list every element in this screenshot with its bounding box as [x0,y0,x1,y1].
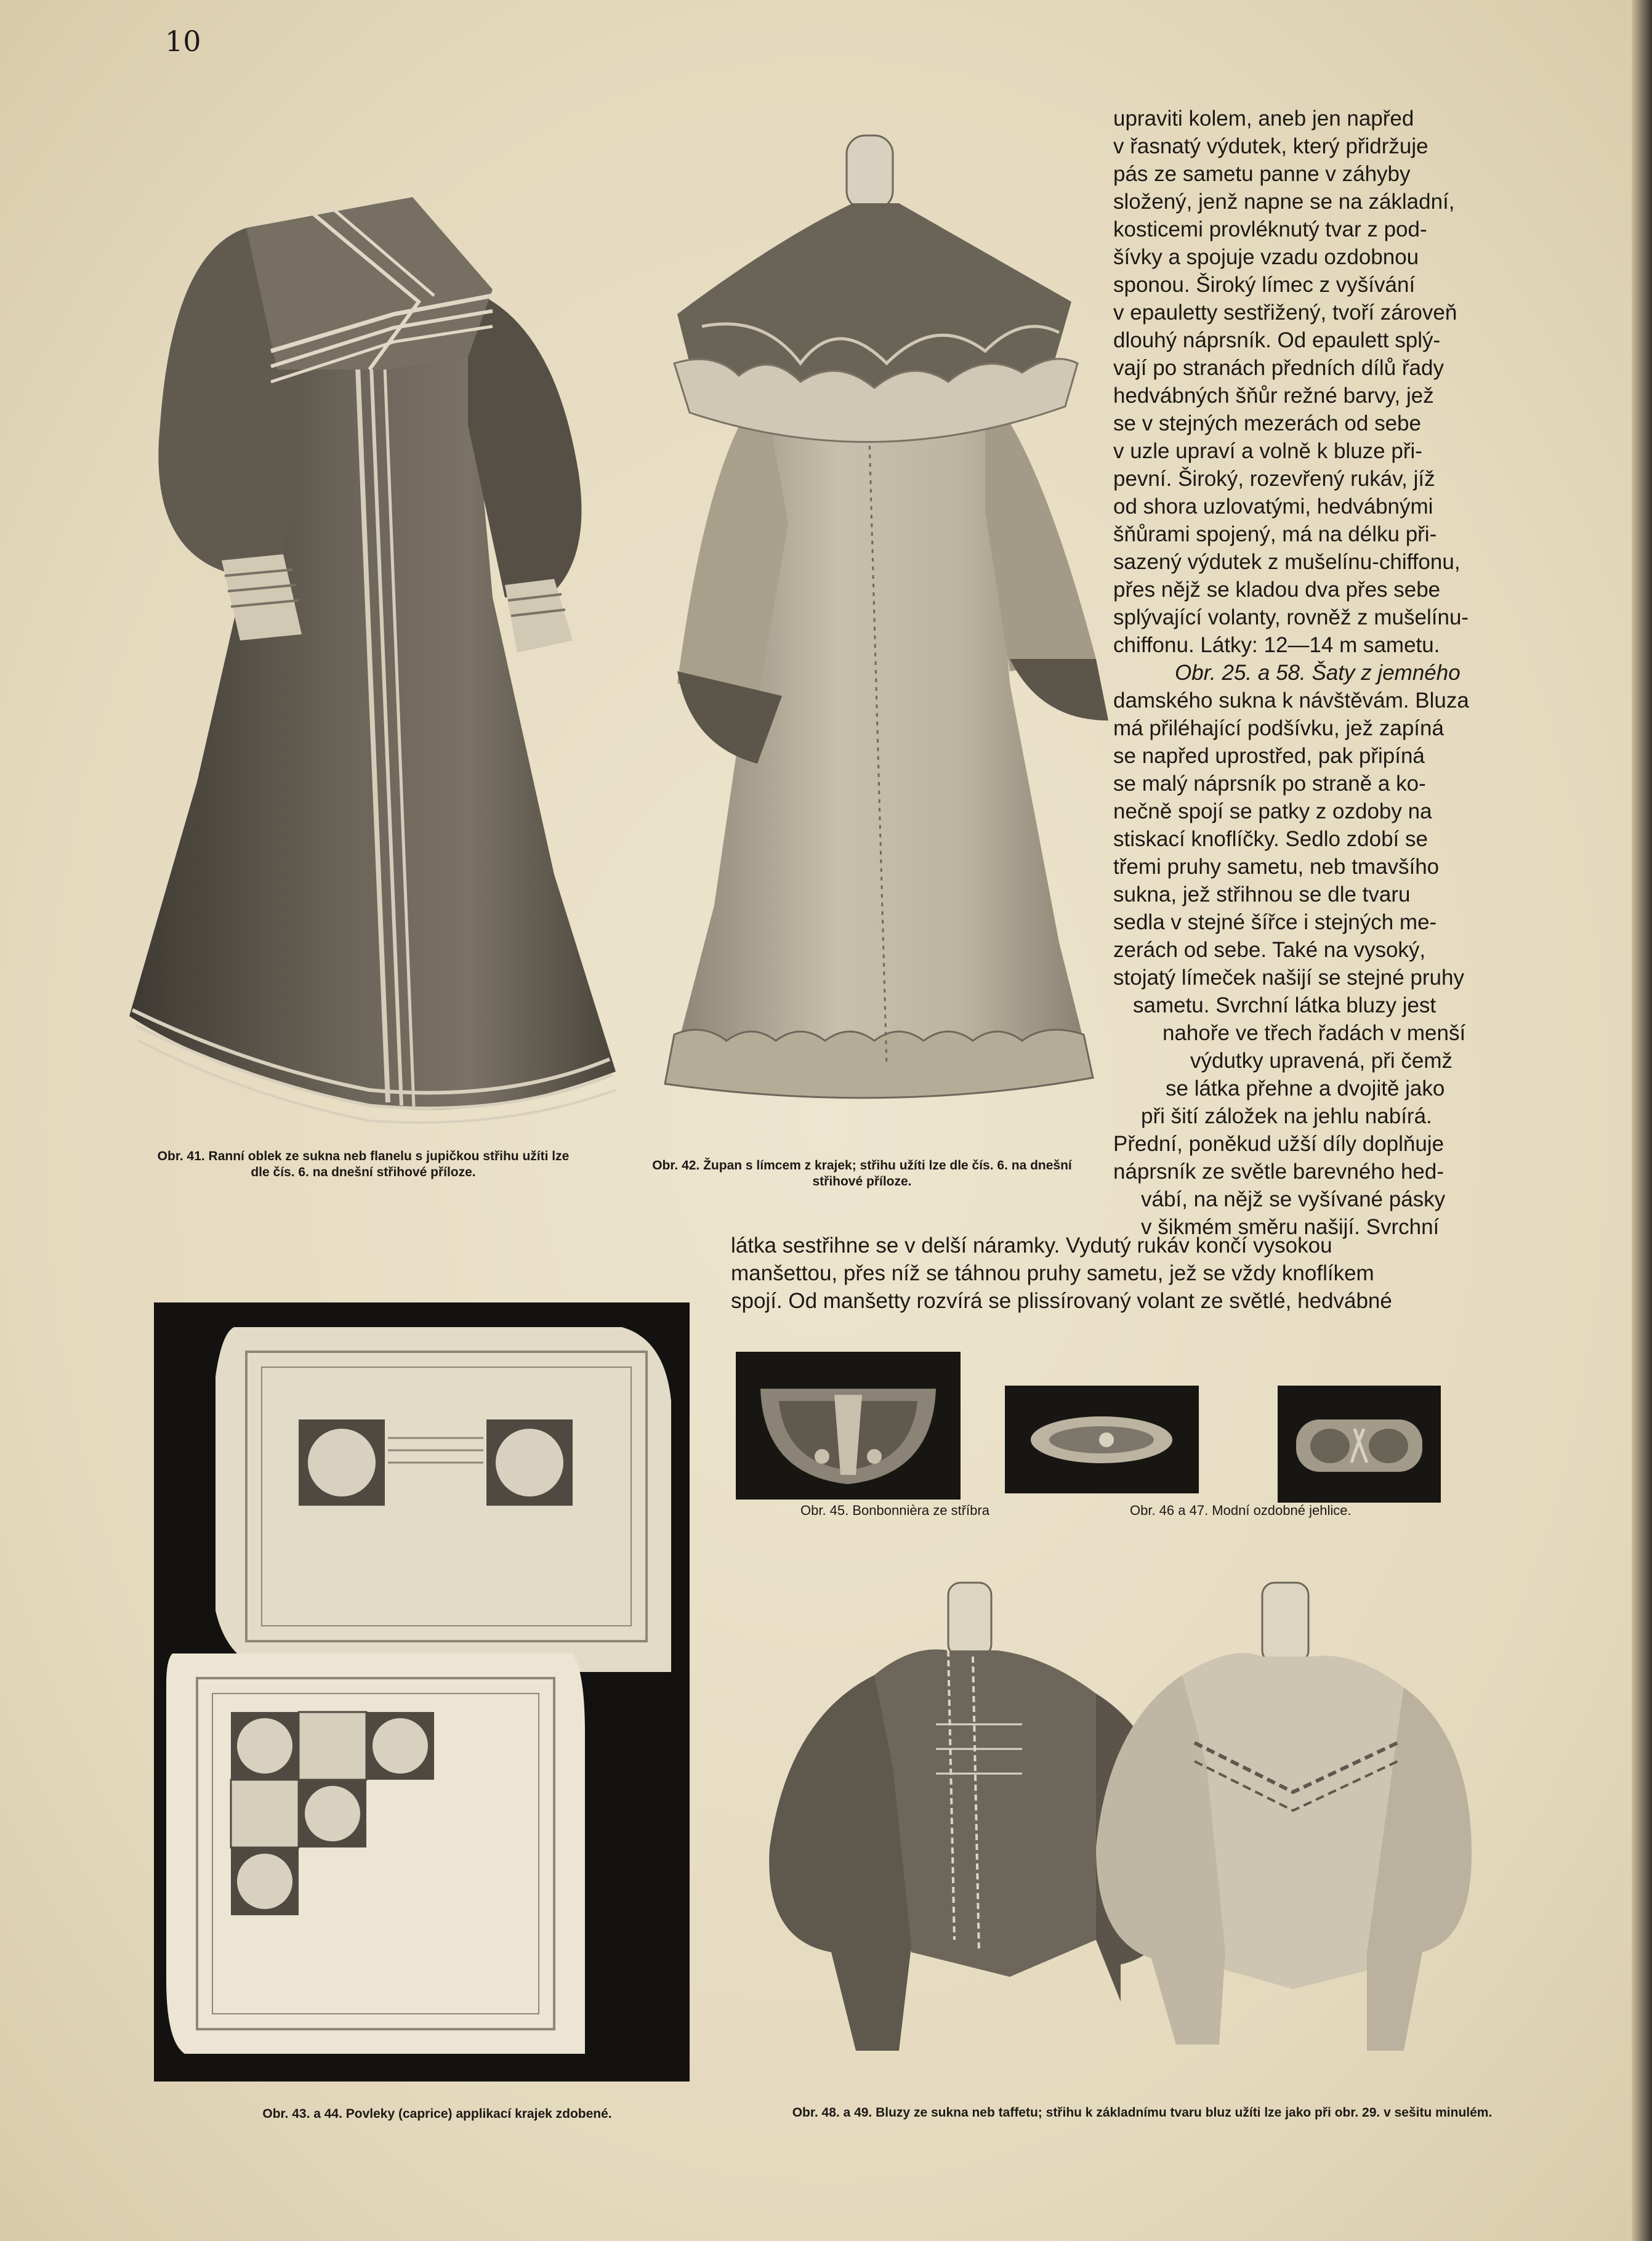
text-line: složený, jenž napne se na základní, [1113,190,1455,214]
text-line: třemi pruhy sametu, neb tmavšího [1113,855,1440,879]
article-text-column [1113,105,1512,1241]
text-line: šňůrami spojený, má na délku při- [1113,522,1437,546]
text-line: pás ze sametu panne v záhyby [1113,162,1411,186]
text-line: chiffonu. Látky: 12—14 m sametu. [1113,633,1440,657]
text-line: zerách od sebe. Také na vysoký, [1113,938,1426,962]
text-line: splývající volanty, rovněž z mušelínu- [1113,605,1469,629]
figure-43-44-pillow-covers [154,1302,690,2082]
text-line: vábí, na nějž se vyšívané pásky [1141,1187,1446,1211]
figure-41-morning-dress [123,166,634,1145]
text-line: se látka přehne a dvojitě jako [1166,1076,1445,1100]
text-line: manšettou, přes níž se táhnou pruhy sametu, jež se vždy knoflíkem [731,1261,1374,1285]
text-line: náprsník ze světle barevného hed- [1113,1160,1444,1184]
text-line: sazený výdutek z mušelínu-chiffonu, [1113,550,1461,574]
text-line: pevní. Široký, rozevřený rukáv, jíž [1113,467,1435,491]
text-line: při šití záložek na jehlu nabírá. [1141,1104,1432,1128]
text-line: v šikmém směru našijí. Svrchní [1141,1215,1440,1239]
text-line: stiskací knoflíčky. Sedlo zdobí se [1113,827,1428,851]
figure-48-49-blouses [751,1570,1478,2112]
text-line: dlouhý náprsník. Od epaulett splý- [1113,328,1441,352]
text-line: v epauletty sestřižený, tvoří zároveň [1113,301,1457,325]
caption-figure-41: Obr. 41. Ranní oblek ze sukna neb flanelu s jupičkou střihu užíti lze dle čís. 6. na dnešní střihové příloze. [157,1149,570,1179]
text-line: sametu. Svrchní látka bluzy jest [1133,993,1436,1017]
text-line: damského sukna k návštěvám. Bluza [1113,688,1469,713]
caption-figure-42: Obr. 42. Župan s límcem z krajek; střihu užíti lze dle čís. 6. na dnešní střihové příloze. [652,1158,1072,1189]
caption-figure-48-49: Obr. 48. a 49. Bluzy ze sukna neb taffetu; střihu k základnímu tvaru bluz užíti lze jako při obr. 29. v sešitu minulém. [792,2106,1493,2120]
text-line: spojí. Od manšetty rozvírá se plissírovaný volant ze světlé, hedvábné [731,1289,1392,1313]
text-line: kosticemi provléknutý tvar z pod- [1113,217,1427,241]
text-line: od shora uzlovatými, hedvábnými [1113,495,1433,519]
figure-42-dressing-gown [640,129,1114,1121]
figure-46-hat-pin [1005,1386,1199,1493]
text-line: v uzle upraví a volně k bluze při- [1113,439,1422,463]
text-line: sponou. Široký límec z vyšívání [1113,273,1416,297]
text-line: nečně spojí se patky z ozdoby na [1113,799,1432,823]
text-line: vají po stranách předních dílů řady [1113,356,1444,380]
text-line: se malý náprsník po straně a ko- [1113,772,1426,796]
page-edge-shadow [1632,0,1652,2241]
text-line: se napřed uprostřed, pak připíná [1113,744,1425,768]
text-line: upraviti kolem, aneb jen napřed [1113,107,1414,131]
text-line: látka sestřihne se v delší náramky. Vydutý rukáv končí vysokou [731,1234,1332,1258]
text-line: nahoře ve třech řadách v menší [1162,1021,1466,1045]
caption-figure-46-47: Obr. 46 a 47. Modní ozdobné jehlice. [1130,1503,1352,1518]
text-line: sedla v stejné šířce i stejných me- [1113,910,1437,934]
text-line: sukna, jež střihnou se dle tvaru [1113,882,1411,906]
page-number: 10 [165,25,201,58]
text-line: se v stejných mezerách od sebe [1113,411,1421,435]
caption-figure-45: Obr. 45. Bonbonnièra ze stříbra [800,1503,989,1518]
text-line: má přiléhající podšívku, jež zapíná [1113,716,1444,740]
figure-47-hat-pin [1278,1386,1441,1503]
figure-45-bonbonniere [736,1352,961,1500]
text-line: přes nějž se kladou dva přes sebe [1113,578,1441,602]
article-text-wide [731,1232,1513,1315]
caption-figure-43-44: Obr. 43. a 44. Povleky (caprice) applikací krajek zdobené. [262,2107,612,2121]
text-line: stojatý límeček našijí se stejné pruhy [1113,966,1464,990]
text-line: Obr. 25. a 58. Šaty z jemného [1175,661,1461,685]
text-line: v řasnatý výdutek, který přidržuje [1113,134,1428,158]
text-line: výdutky upravená, při čemž [1190,1049,1453,1073]
text-line: Přední, poněkud užší díly doplňuje [1113,1132,1444,1156]
text-line: šívky a spojuje vzadu ozdobnou [1113,245,1419,269]
text-line: hedvábných šňůr režné barvy, jež [1113,384,1434,408]
